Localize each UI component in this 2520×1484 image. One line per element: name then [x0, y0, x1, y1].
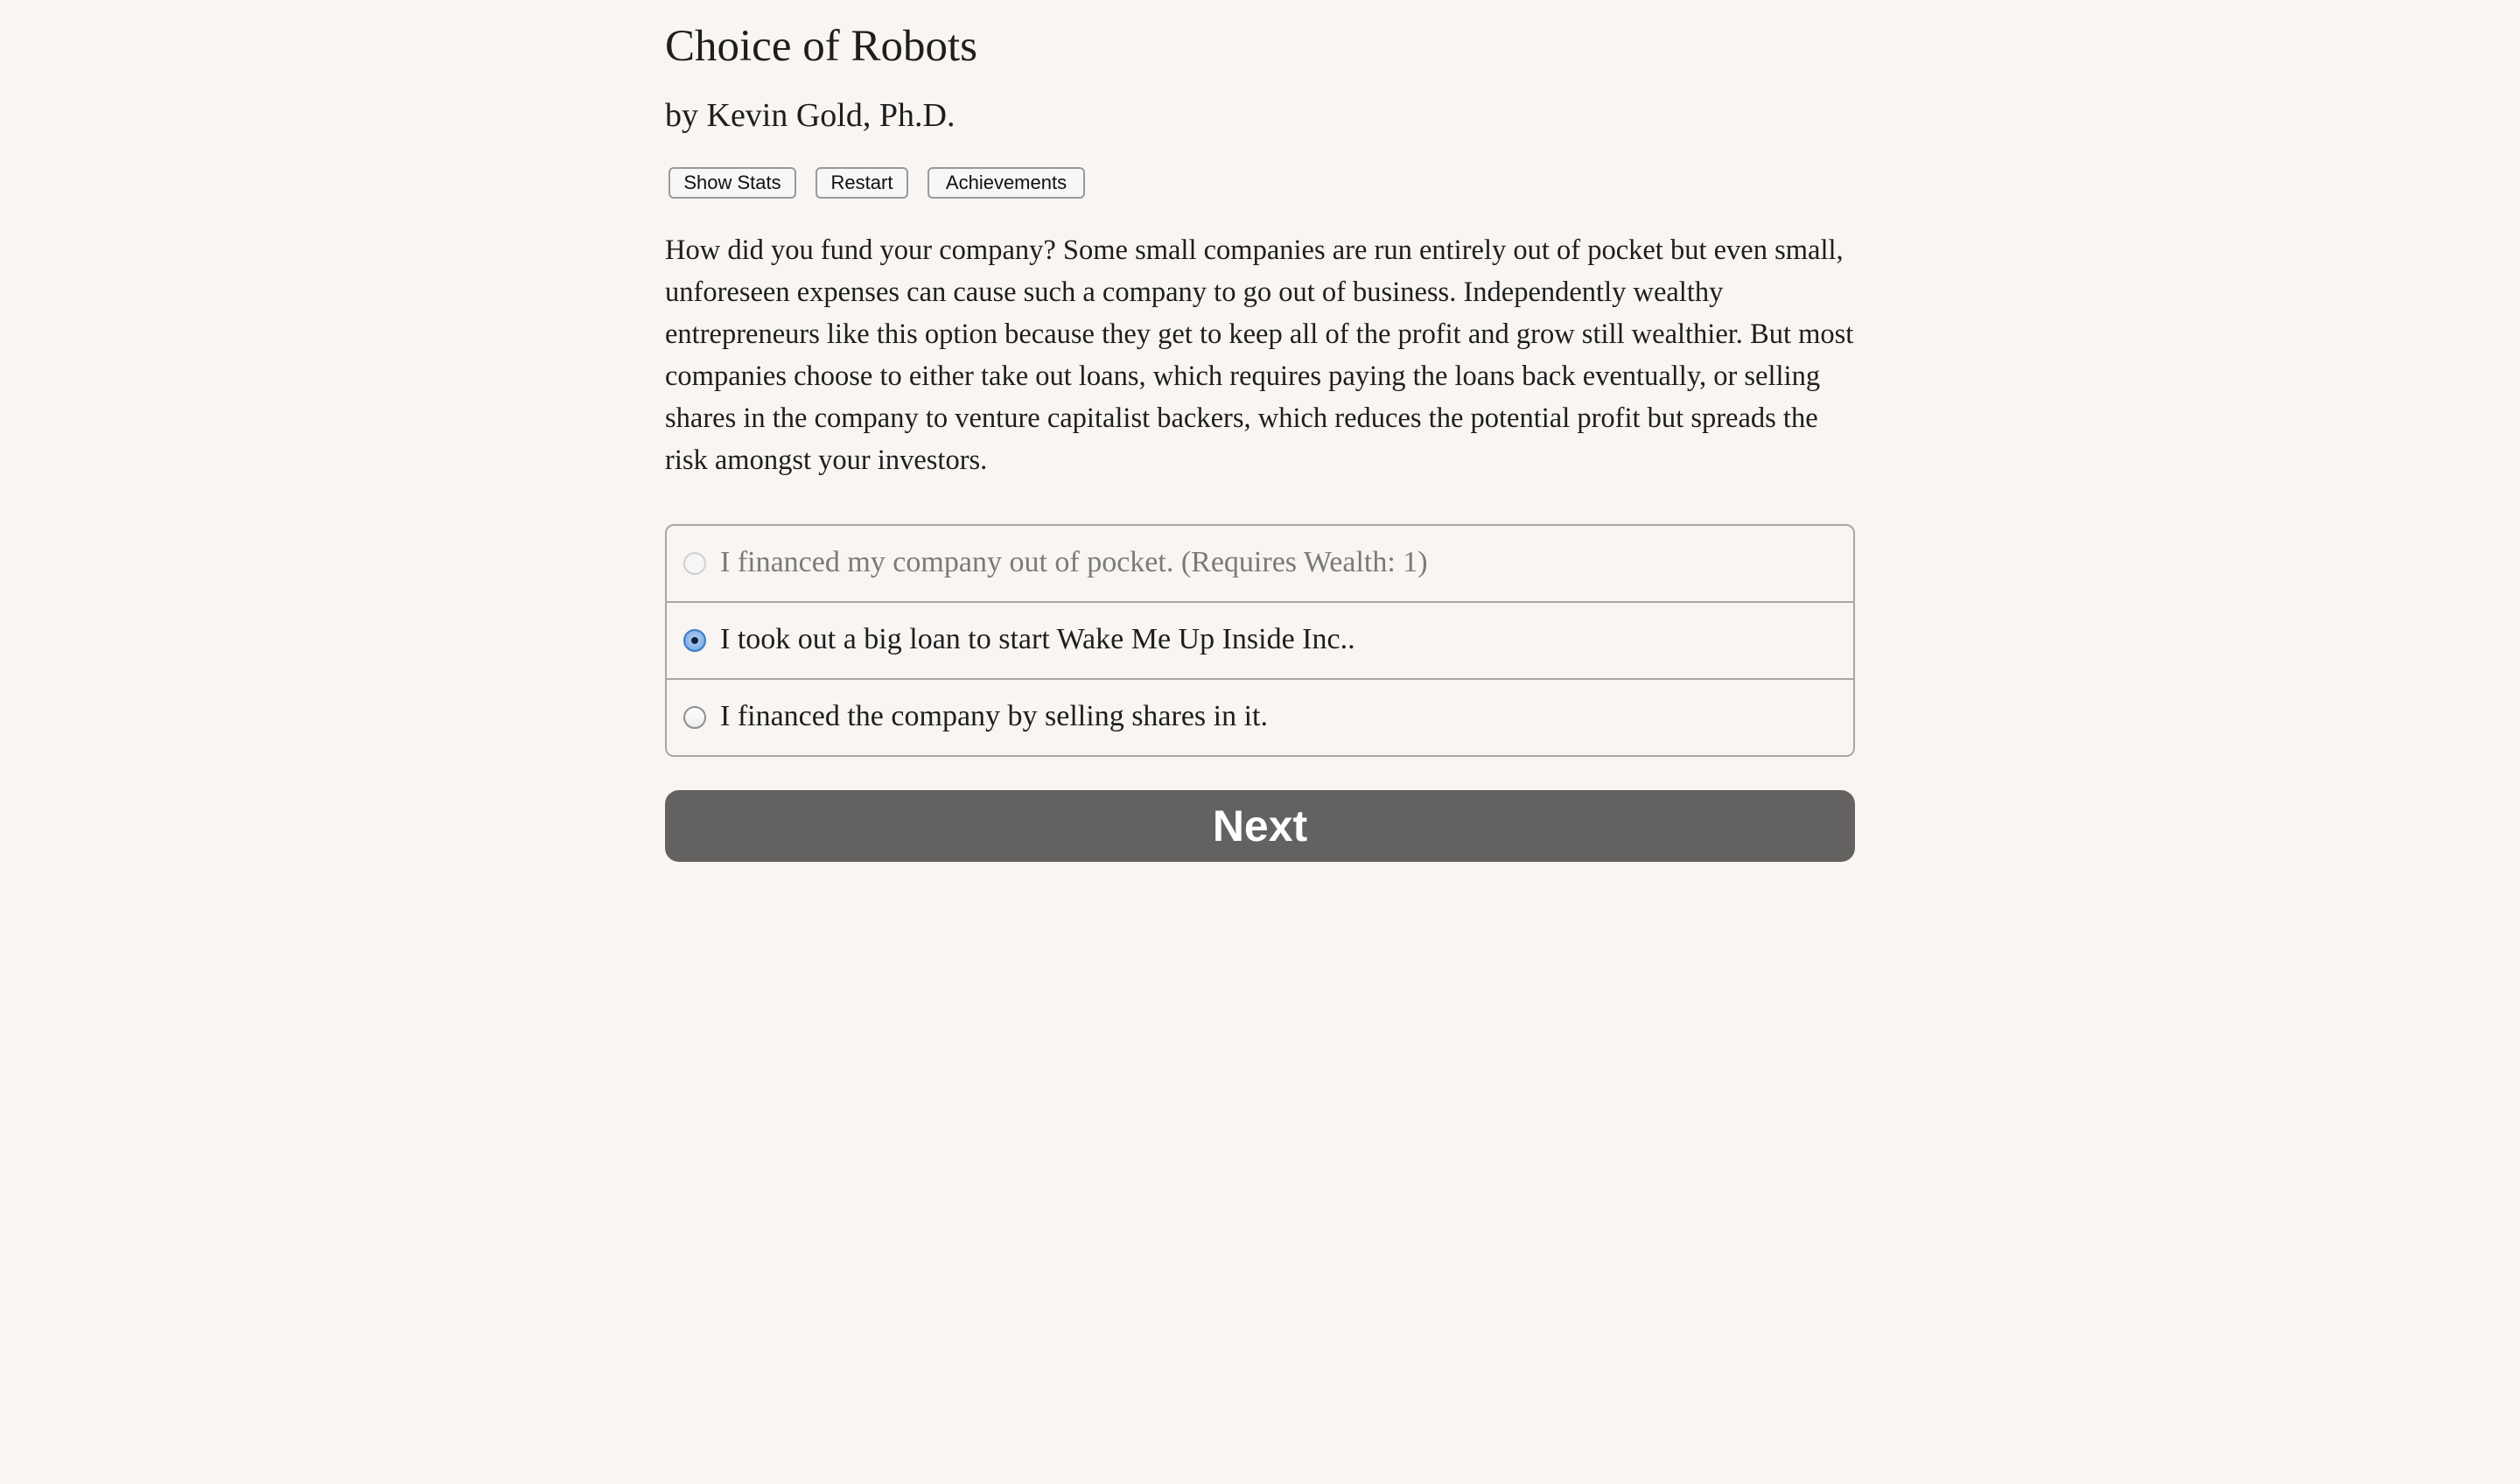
game-title: Choice of Robots [665, 22, 977, 71]
choice-label[interactable]: I took out a big loan to start Wake Me Up Inside Inc.. [720, 623, 1355, 655]
show-stats-button[interactable]: Show Stats [668, 167, 796, 199]
restart-button[interactable]: Restart [816, 167, 908, 199]
radio-button[interactable] [683, 706, 706, 729]
choice-label[interactable]: I financed the company by selling shares in it. [720, 700, 1268, 732]
next-button[interactable]: Next [665, 790, 1855, 862]
choice-option-loan[interactable] [667, 603, 1853, 680]
game-author: by Kevin Gold, Ph.D. [665, 97, 956, 134]
choice-label: I financed my company out of pocket. (Requires Wealth: 1) [720, 546, 1428, 578]
radio-button-disabled [683, 552, 706, 575]
choice-option-shares[interactable] [667, 680, 1853, 757]
achievements-button[interactable]: Achievements [928, 167, 1085, 199]
radio-button-selected[interactable] [683, 629, 706, 652]
question-text: How did you fund your company? Some small companies are run entirely out of pocket but even small, unforeseen expenses can cause such a company to go out of business. Independently wealthy entrepreneurs like this option because they get to keep all of the profit and grow still wealthier. But most companies choose to either take out loans, which requires paying the loans back eventually, or selling shares in the company to venture capitalist backers, which reduces the potential profit but spreads the risk amongst your investors. [665, 234, 1854, 476]
choice-option-out-of-pocket [667, 526, 1853, 603]
choice-list [665, 524, 1855, 757]
